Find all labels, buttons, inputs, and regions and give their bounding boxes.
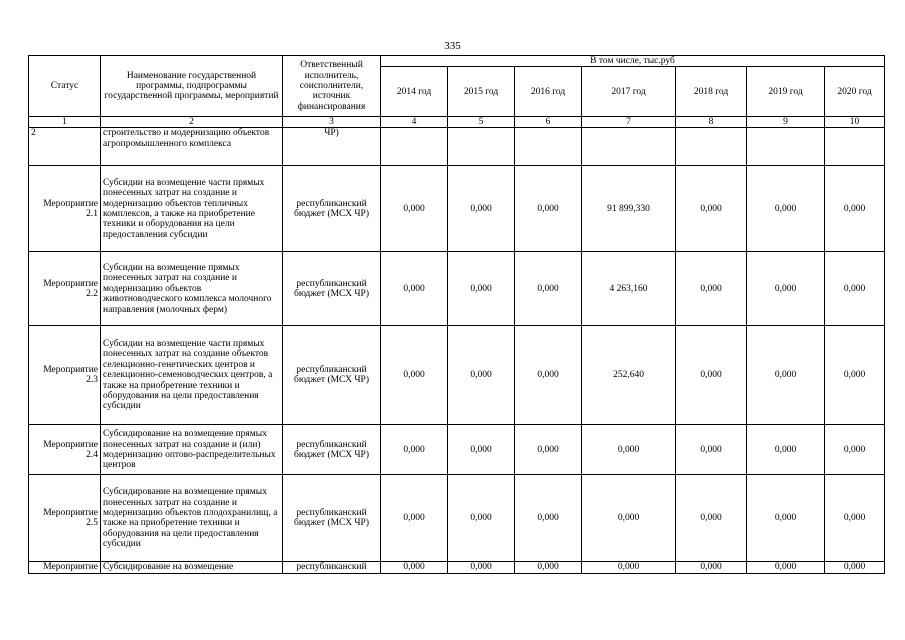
row-status: Мероприятие 2.5 [29, 475, 101, 562]
row-value: 0,000 [825, 475, 885, 562]
row-value: 0,000 [448, 562, 515, 573]
row-value: 0,000 [676, 166, 747, 252]
header-year: 2020 год [825, 67, 885, 117]
row-value: 0,000 [747, 166, 825, 252]
row-value: 0,000 [747, 562, 825, 573]
column-number: 1 [29, 117, 101, 128]
row-value: 0,000 [515, 562, 582, 573]
column-number: 2 [101, 117, 283, 128]
row-status: Мероприятие [29, 562, 101, 573]
header-row-1 [29, 56, 885, 67]
row-value: 0,000 [582, 425, 676, 475]
row-value: 0,000 [676, 425, 747, 475]
row-value: 0,000 [825, 562, 885, 573]
section-row [29, 128, 885, 166]
row-name: Субсидии на возмещение части прямых понесенных затрат на создание объектов селекционно-генетических центров и селекционно-семеноводческих центров, а также на приобретение техники и оборудования на цели предоставления субсидии [101, 326, 283, 425]
row-value: 0,000 [381, 562, 448, 573]
row-status: Мероприятие 2.1 [29, 166, 101, 252]
table-row [29, 252, 885, 326]
row-value: 0,000 [582, 562, 676, 573]
row-value: 0,000 [676, 252, 747, 326]
row-value: 0,000 [448, 326, 515, 425]
row-value: 0,000 [448, 166, 515, 252]
row-value: 0,000 [825, 326, 885, 425]
header-year: 2017 год [582, 67, 676, 117]
row-responsible: республиканский бюджет (МСХ ЧР) [283, 425, 381, 475]
page-number: 335 [444, 40, 461, 52]
row-value: 4 263,160 [582, 252, 676, 326]
column-number: 5 [448, 117, 515, 128]
row-value: 0,000 [825, 425, 885, 475]
table-row [29, 425, 885, 475]
row-name: Субсидии на возмещение прямых понесенных затрат на создание и модернизацию объектов животноводческого комплекса молочного направления (молочных ферм) [101, 252, 283, 326]
column-number: 4 [381, 117, 448, 128]
row-responsible: республиканский [283, 562, 381, 573]
row-value: 0,000 [381, 425, 448, 475]
row-value: 0,000 [381, 252, 448, 326]
row-value: 0,000 [381, 475, 448, 562]
header-year: 2016 год [515, 67, 582, 117]
row-value: 0,000 [515, 326, 582, 425]
table-row [29, 326, 885, 425]
header-year: 2018 год [676, 67, 747, 117]
row-status: Мероприятие 2.3 [29, 326, 101, 425]
section-responsible: ЧР) [283, 128, 381, 166]
row-value: 0,000 [448, 252, 515, 326]
column-number: 9 [747, 117, 825, 128]
row-value: 0,000 [825, 166, 885, 252]
row-value: 91 899,330 [582, 166, 676, 252]
row-responsible: республиканский бюджет (МСХ ЧР) [283, 475, 381, 562]
column-number: 7 [582, 117, 676, 128]
row-name: Субсидирование на возмещение [101, 562, 283, 573]
row-value: 0,000 [747, 326, 825, 425]
row-name: Субсидирование на возмещение прямых понесенных затрат на создание и (или) модернизацию оптово-распределительных центров [101, 425, 283, 475]
header-name: Наименование государственной программы, подпрограммы государственной программы, мероприятий [101, 56, 283, 117]
row-value: 0,000 [381, 166, 448, 252]
row-value: 252,640 [582, 326, 676, 425]
section-name: строительство и модернизацию объектов агропромышленного комплекса [101, 128, 283, 166]
column-number: 6 [515, 117, 582, 128]
table-row [29, 166, 885, 252]
row-responsible: республиканский бюджет (МСХ ЧР) [283, 326, 381, 425]
column-number-row [29, 117, 885, 128]
row-value: 0,000 [448, 475, 515, 562]
header-year: 2019 год [747, 67, 825, 117]
header-year: 2014 год [381, 67, 448, 117]
row-name: Субсидии на возмещение части прямых понесенных затрат на создание и модернизацию объектов тепличных комплексов, а также на приобретение техники и оборудования на цели предоставления субсидии [101, 166, 283, 252]
header-responsible: Ответственный исполнитель, соисполнители, источник финансирования [283, 56, 381, 117]
row-value: 0,000 [515, 252, 582, 326]
header-year: 2015 год [448, 67, 515, 117]
row-value: 0,000 [747, 475, 825, 562]
row-responsible: республиканский бюджет (МСХ ЧР) [283, 252, 381, 326]
row-value: 0,000 [381, 326, 448, 425]
row-value: 0,000 [515, 166, 582, 252]
column-number: 10 [825, 117, 885, 128]
section-status: 2 [29, 128, 101, 166]
row-status: Мероприятие 2.2 [29, 252, 101, 326]
row-value: 0,000 [676, 562, 747, 573]
header-status: Статус [29, 56, 101, 117]
row-value: 0,000 [676, 326, 747, 425]
row-value: 0,000 [515, 425, 582, 475]
column-number: 8 [676, 117, 747, 128]
row-value: 0,000 [747, 252, 825, 326]
row-responsible: республиканский бюджет (МСХ ЧР) [283, 166, 381, 252]
row-value: 0,000 [582, 475, 676, 562]
table-row [29, 562, 885, 573]
row-status: Мероприятие 2.4 [29, 425, 101, 475]
header-group: В том числе, тыс.руб [381, 56, 885, 67]
row-name: Субсидирование на возмещение прямых понесенных затрат на создание и модернизацию объектов плодохранилищ, а также на приобретение техники и оборудования на цели предоставления субсидии [101, 475, 283, 562]
row-value: 0,000 [676, 475, 747, 562]
budget-table [28, 55, 885, 574]
column-number: 3 [283, 117, 381, 128]
row-value: 0,000 [448, 425, 515, 475]
table-row [29, 475, 885, 562]
row-value: 0,000 [515, 475, 582, 562]
row-value: 0,000 [747, 425, 825, 475]
row-value: 0,000 [825, 252, 885, 326]
